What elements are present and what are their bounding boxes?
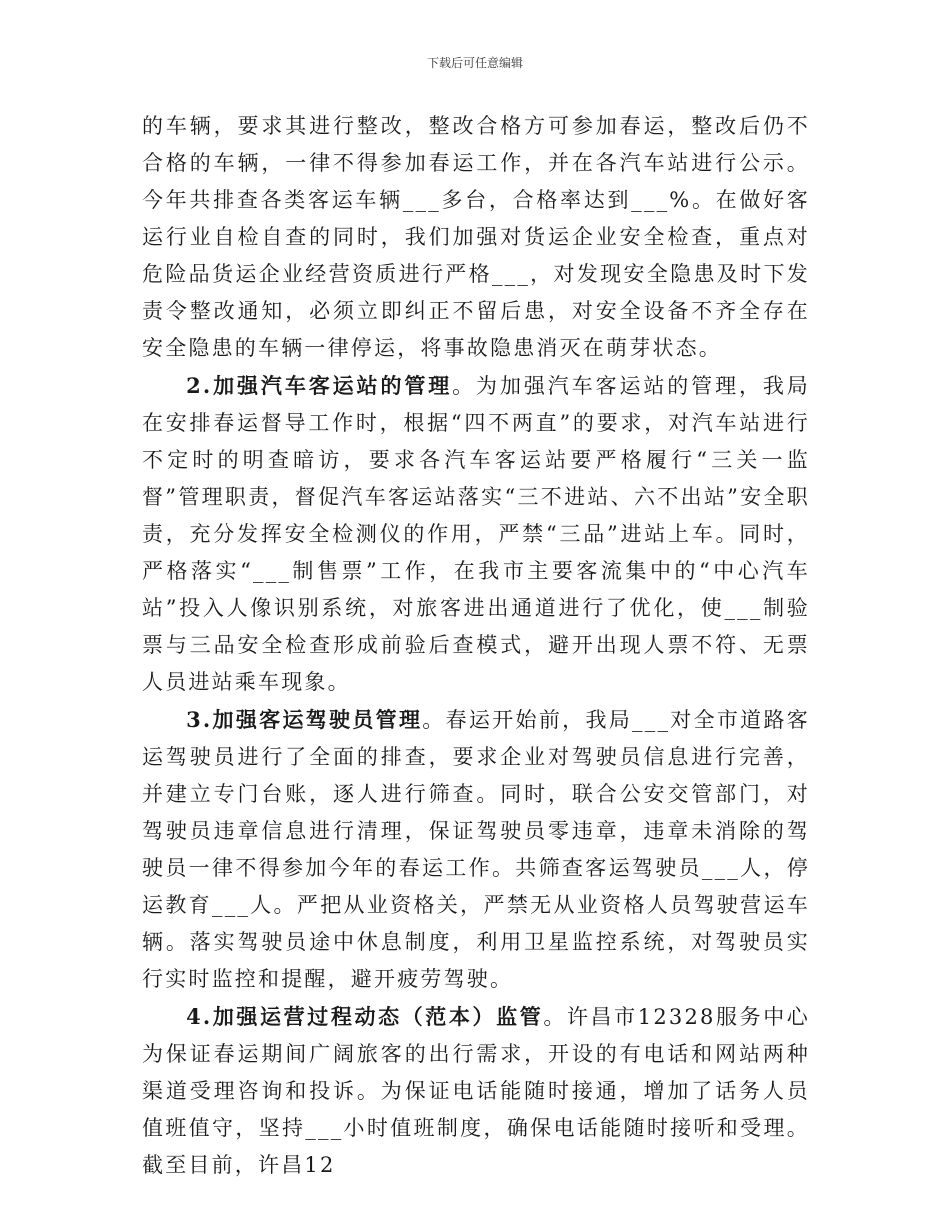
paragraph-operation-supervision: [142, 998, 810, 1184]
paragraph-text: 。春运开始前，我局___对全市道路客运驾驶员进行了全面的排查，要求企业对驾驶员信息进行完善，并建立专门台账，逐人进行筛查。同时，联合公安交管部门，对驾驶员违章信息进行清理，保证驾驶员零违章，违章未消除的驾驶员一律不得参加今年的春运工作。共筛查客运驾驶员___人，停运教育___人。严把从业资格关，严禁无从业资格人员驾驶营运车辆。落实驾驶员途中休息制度，利用卫星监控系统，对驾驶员实行实时监控和提醒，避开疲劳驾驶。: [142, 708, 810, 991]
paragraph-heading: 4.加强运营过程动态（范本）监管: [186, 1004, 544, 1029]
paragraph-driver-management: [142, 701, 810, 998]
paragraph-text: 。为加强汽车客运站的管理，我局在安排春运督导工作时，根据“四不两直”的要求，对汽车站进行不定时的明查暗访，要求各汽车客运站要严格履行“三关一监督”管理职责，督促汽车客运站落实“三不进站、六不出站”安全职责，充分发挥安全检测仪的作用，严禁“三品”进站上车。同时，严格落实“___制售票”工作，在我市主要客流集中的“中心汽车站”投入人像识别系统，对旅客进出通道进行了优化，使___制验票与三品安全检查形成前验后查模式，避开出现人票不符、无票人员进站乘车现象。: [142, 374, 810, 694]
page-header: 下载后可任意编辑: [426, 56, 523, 70]
paragraph-text: 。许昌市12328服务中心为保证春运期间广阔旅客的出行需求，开设的有电话和网站两种渠道受理咨询和投诉。为保证电话能随时接通，增加了话务人员值班值守，坚持___小时值班制度，确保电话能随时接听和受理。截至目前，许昌12: [142, 1005, 811, 1177]
paragraph-heading: 3.加强客运驾驶员管理: [186, 707, 423, 732]
paragraph-bus-station-management: [142, 367, 810, 701]
document-body: [142, 107, 810, 1184]
paragraph-vehicle-inspection: [142, 107, 810, 367]
paragraph-heading: 2.加强汽车客运站的管理: [186, 373, 453, 398]
paragraph-text: 的车辆，要求其进行整改，整改合格方可参加春运，整改后仍不合格的车辆，一律不得参加春运工作，并在各汽车站进行公示。今年共排查各类客运车辆___多台，合格率达到___%。在做好客运行业自检自查的同时，我们加强对货运企业安全检查，重点对危险品货运企业经营资质进行严格___，对发现安全隐患及时下发责令整改通知，必须立即纠正不留后患，对安全设备不齐全存在安全隐患的车辆一律停运，将事故隐患消灭在萌芽状态。: [142, 114, 810, 360]
